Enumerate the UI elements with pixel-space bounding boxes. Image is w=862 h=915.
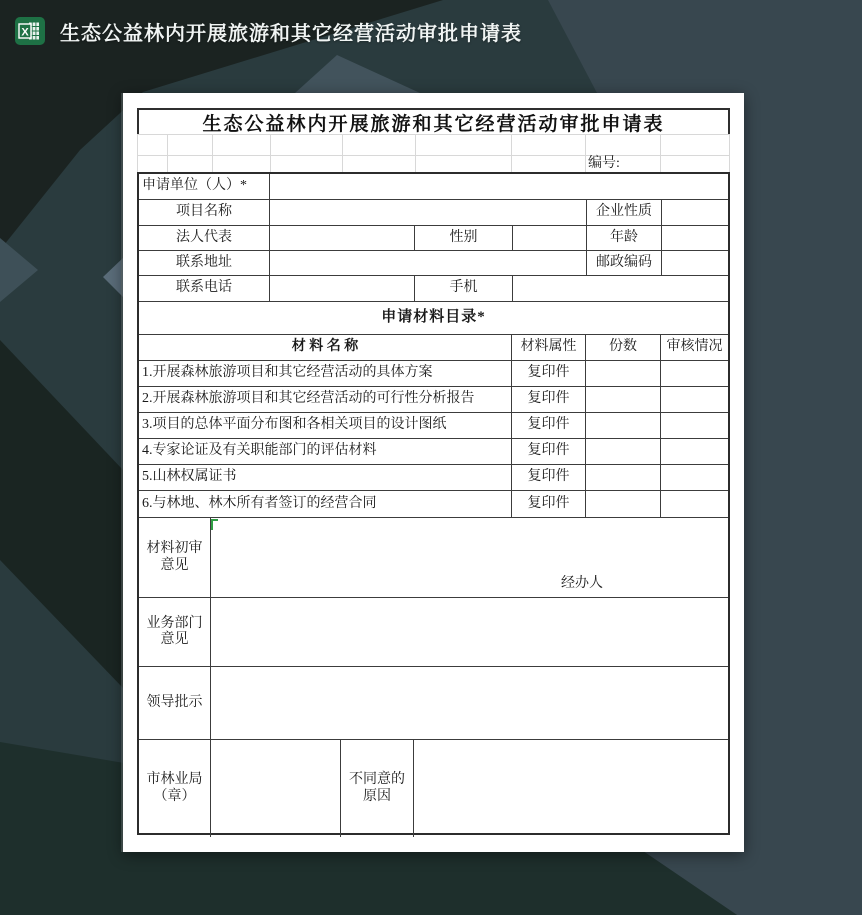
address-value-cell[interactable] (270, 251, 587, 275)
gridline (137, 155, 730, 156)
materials-copies-header: 份数 (586, 335, 661, 360)
disagree-reason-label (341, 740, 414, 837)
material-review-cell[interactable] (661, 413, 728, 438)
disagree-reason-cell[interactable] (414, 740, 728, 837)
form-paper (123, 93, 744, 852)
material-attr: 复印件 (512, 413, 586, 438)
form-title: 生态公益林内开展旅游和其它经营活动审批申请表 (137, 108, 730, 134)
material-row (139, 361, 728, 387)
material-copies-cell[interactable] (586, 413, 661, 438)
legal-rep-value-cell[interactable] (270, 226, 415, 250)
business-dept-label (139, 598, 211, 666)
applicant-label: 申请单位（人）* (139, 174, 270, 199)
materials-section-title: 申请材料目录* (381, 309, 486, 326)
material-copies-cell[interactable] (586, 491, 661, 517)
excel-icon (15, 17, 45, 45)
table-row (139, 200, 728, 226)
gender-label: 性别 (415, 226, 513, 250)
material-review-cell[interactable] (661, 361, 728, 386)
gridline (511, 135, 512, 173)
material-name: 1.开展森林旅游项目和其它经营活动的具体方案 (139, 361, 512, 386)
material-attr: 复印件 (512, 491, 586, 517)
enterprise-type-label: 企业性质 (587, 200, 662, 225)
materials-attr-header: 材料属性 (512, 335, 586, 360)
phone-value-cell[interactable] (270, 276, 415, 301)
table-row (139, 276, 728, 302)
section-row (139, 598, 728, 667)
window-title: 生态公益林内开展旅游和其它经营活动审批申请表 (60, 23, 522, 45)
material-review-cell[interactable] (661, 387, 728, 412)
project-value-cell[interactable] (270, 200, 587, 225)
gridline (415, 135, 416, 173)
section-row (139, 667, 728, 740)
material-copies-cell[interactable] (586, 465, 661, 490)
material-copies-cell[interactable] (586, 361, 661, 386)
material-attr: 复印件 (512, 387, 586, 412)
material-name: 5.山林权属证书 (139, 465, 512, 490)
materials-review-header: 审核情况 (666, 339, 723, 355)
handler-label: 经办人 (561, 575, 603, 591)
material-row (139, 491, 728, 518)
table-row (139, 174, 728, 200)
gridline (585, 135, 586, 173)
svg-text:X: X (21, 26, 29, 39)
phone-label: 联系电话 (139, 276, 270, 301)
section-row (139, 518, 728, 598)
material-name: 2.开展森林旅游项目和其它经营活动的可行性分析报告 (139, 387, 512, 412)
leader-label: 领导批示 (139, 667, 211, 739)
applicant-value-cell[interactable] (270, 174, 728, 199)
form-table (137, 172, 730, 835)
bureau-seal-label (139, 740, 211, 837)
table-header-row (139, 335, 728, 361)
table-row (139, 302, 728, 335)
cell-selection-marker (211, 519, 218, 530)
business-dept-label-text: 业务部门意见 (146, 615, 203, 647)
material-copies-cell[interactable] (586, 387, 661, 412)
bureau-seal-label-text: 市林业局（章） (146, 772, 203, 804)
material-name: 4.专家论证及有关职能部门的评估材料 (139, 439, 512, 464)
materials-name-header: 材 料 名 称 (139, 335, 512, 360)
material-copies-cell[interactable] (586, 439, 661, 464)
material-name: 3.项目的总体平面分布图和各相关项目的设计图纸 (139, 413, 512, 438)
initial-review-opinion-cell[interactable] (211, 518, 728, 597)
project-label: 项目名称 (139, 200, 270, 225)
age-value-cell[interactable] (662, 226, 728, 250)
gridline (342, 135, 343, 173)
gridline (167, 135, 168, 173)
legal-rep-label: 法人代表 (139, 226, 270, 250)
material-attr: 复印件 (512, 439, 586, 464)
gridline (729, 135, 730, 173)
form-number-label: 编号: (588, 156, 620, 171)
age-label: 年龄 (587, 226, 662, 250)
bureau-seal-cell[interactable] (211, 740, 341, 837)
material-attr: 复印件 (512, 361, 586, 386)
material-row (139, 387, 728, 413)
table-row (139, 251, 728, 276)
gridline (212, 135, 213, 173)
material-review-cell[interactable] (661, 439, 728, 464)
business-dept-opinion-cell[interactable] (211, 598, 728, 666)
section-row (139, 740, 728, 837)
initial-review-label (139, 518, 211, 597)
gridline (660, 135, 661, 173)
gridline (137, 135, 138, 173)
material-review-cell[interactable] (661, 465, 728, 490)
material-row (139, 439, 728, 465)
header-gridline-rows (137, 134, 730, 172)
postcode-value-cell[interactable] (662, 251, 728, 275)
disagree-reason-label-text: 不同意的原因 (349, 772, 405, 804)
initial-review-label-text: 材料初审意见 (146, 541, 203, 573)
gender-value-cell[interactable] (513, 226, 587, 250)
material-name: 6.与林地、林木所有者签订的经营合同 (139, 491, 512, 517)
gridline (270, 135, 271, 173)
postcode-label: 邮政编码 (587, 251, 662, 275)
mobile-label: 手机 (415, 276, 513, 301)
mobile-value-cell[interactable] (513, 276, 728, 301)
address-label: 联系地址 (139, 251, 270, 275)
material-attr: 复印件 (512, 465, 586, 490)
enterprise-type-value-cell[interactable] (662, 200, 728, 225)
material-row (139, 465, 728, 491)
material-row (139, 413, 728, 439)
table-row (139, 226, 728, 251)
leader-instructions-cell[interactable] (211, 667, 728, 739)
material-review-cell[interactable] (661, 491, 728, 517)
